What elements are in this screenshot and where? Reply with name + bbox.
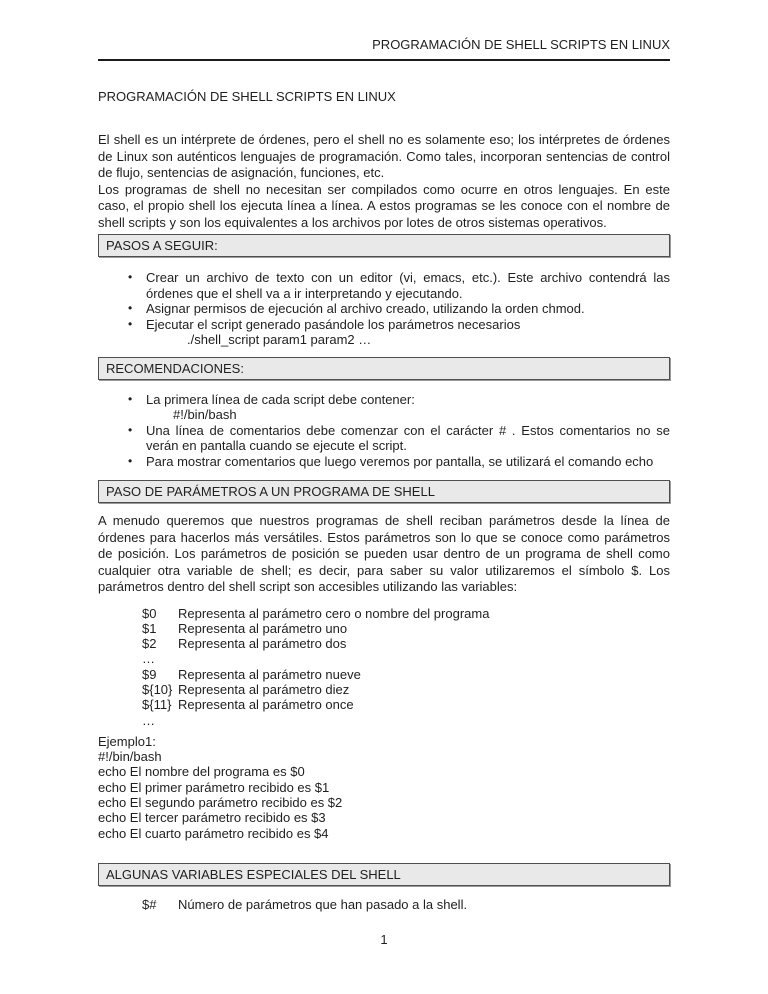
- code-line: echo El segundo parámetro recibido es $2: [98, 795, 343, 811]
- recomendaciones-bullet-list: [98, 392, 670, 408]
- param-row: [98, 682, 670, 697]
- section-heading-parametros: [98, 480, 670, 503]
- section-heading-especiales: [98, 863, 670, 886]
- param-name: ${11}: [142, 697, 172, 713]
- param-row: [98, 697, 670, 712]
- param-name: $0: [142, 605, 157, 621]
- param-row-ellipsis: [98, 713, 670, 728]
- param-description: Representa al parámetro dos: [178, 636, 347, 652]
- param-row: [98, 897, 670, 912]
- code-line: echo El primer parámetro recibido es $1: [98, 779, 330, 795]
- example-block: [98, 734, 670, 841]
- section-heading-label: PASOS A SEGUIR:: [106, 238, 218, 253]
- param-row: [98, 606, 670, 621]
- param-name: …: [142, 712, 155, 728]
- section-heading-label: PASO DE PARÁMETROS A UN PROGRAMA DE SHELL: [106, 484, 435, 499]
- shebang-line: #!/bin/bash: [173, 407, 237, 422]
- section-heading-recomendaciones: [98, 357, 670, 380]
- code-line: echo El nombre del programa es $0: [98, 764, 305, 780]
- command-line: ./shell_script param1 param2 …: [187, 332, 372, 347]
- list-item: [98, 317, 670, 333]
- section-heading-label: ALGUNAS VARIABLES ESPECIALES DEL SHELL: [106, 866, 401, 882]
- section-heading-label: RECOMENDACIONES:: [106, 360, 244, 376]
- list-item: [98, 301, 670, 317]
- param-name: $#: [142, 896, 157, 912]
- param-name: $2: [142, 636, 157, 652]
- param-description: Representa al parámetro once: [178, 697, 354, 713]
- param-description: Representa al parámetro diez: [178, 681, 350, 697]
- bullet-icon: •: [128, 422, 133, 437]
- recomendaciones-bullet-list: [98, 423, 670, 470]
- pasos-bullet-list: [98, 270, 670, 332]
- list-item: [98, 423, 670, 454]
- param-description: Número de parámetros que han pasado a la shell.: [178, 896, 468, 912]
- param-description: Representa al parámetro uno: [178, 620, 348, 636]
- code-line: #!/bin/bash: [98, 749, 162, 765]
- intro-paragraph-1: El shell es un intérprete de órdenes, pero el shell no es solamente eso; los intérpretes de órdenes de Linux son auténticos lenguajes de programación. Como tales, incorporan sentencias de control de flujo, sentencias de asignación, funciones, etc.: [98, 132, 670, 180]
- example-label: Ejemplo1:: [98, 733, 156, 749]
- param-description: [178, 713, 670, 728]
- param-row-ellipsis: [98, 651, 670, 666]
- special-variable-table: [98, 897, 670, 912]
- code-line: echo El cuarto parámetro recibido es $4: [98, 825, 329, 841]
- document-title: PROGRAMACIÓN DE SHELL SCRIPTS EN LINUX: [98, 89, 396, 104]
- param-name: ${10}: [142, 681, 173, 697]
- list-item: [98, 270, 670, 301]
- page-number: 1: [380, 932, 388, 947]
- param-name: $9: [142, 666, 157, 682]
- bullet-text: La primera línea de cada script debe contener:: [146, 391, 415, 407]
- bullet-text: Crear un archivo de texto con un editor (vi, emacs, etc.). Este archivo contendrá las órdenes que el shell va a ir interpretando y ejecutando.: [146, 270, 670, 301]
- code-line: echo El tercer parámetro recibido es $3: [98, 810, 326, 826]
- running-header: [98, 38, 670, 61]
- bullet-icon: •: [128, 316, 133, 331]
- list-item: [98, 454, 670, 470]
- param-name: …: [142, 651, 155, 667]
- param-row: [98, 621, 670, 636]
- param-description: Representa al parámetro cero o nombre del programa: [178, 605, 490, 621]
- bullet-text: Ejecutar el script generado pasándole los parámetros necesarios: [146, 316, 521, 332]
- bullet-icon: •: [128, 270, 133, 284]
- bullet-icon: •: [128, 301, 133, 315]
- intro-paragraph-2: Los programas de shell no necesitan ser compilados como ocurre en otros lenguajes. En este caso, el propio shell los ejecuta línea a línea. A estos programas se les conoce con el nombre de shell scripts y son los equivalentes a los archivos por lotes de otros sistemas operativos.: [98, 181, 670, 230]
- parameter-table: [98, 606, 670, 728]
- bullet-text: Asignar permisos de ejecución al archivo creado, utilizando la orden chmod.: [146, 301, 585, 316]
- bullet-text: Para mostrar comentarios que luego veremos por pantalla, se utilizará el comando echo: [146, 453, 654, 469]
- param-description: Representa al parámetro nueve: [178, 666, 361, 682]
- param-description: [178, 651, 670, 666]
- bullet-icon: •: [128, 391, 133, 406]
- bullet-text: Una línea de comentarios debe comenzar con el carácter # . Estos comentarios no se verán en pantalla cuando se ejecute el script.: [146, 422, 670, 453]
- list-item: [98, 392, 670, 408]
- section-heading-pasos: [98, 234, 670, 257]
- parametros-paragraph: A menudo queremos que nuestros programas de shell reciban parámetros desde la línea de órdenes para hacerlos más versátiles. Estos parámetros son lo que se conoce como parámetros de posición. Los parámetros de posición se pueden usar dentro de un programa de shell como cualquier otra variable de shell; es decir, para saber su valor utilizaremos el símbolo $. Los parámetros dentro del shell script son accesibles utilizando las variables:: [98, 513, 670, 594]
- running-header-text: PROGRAMACIÓN DE SHELL SCRIPTS EN LINUX: [372, 37, 670, 52]
- bullet-icon: •: [128, 453, 133, 468]
- param-row: [98, 667, 670, 682]
- page-content: [98, 0, 670, 912]
- param-row: [98, 636, 670, 651]
- param-name: $1: [142, 620, 157, 636]
